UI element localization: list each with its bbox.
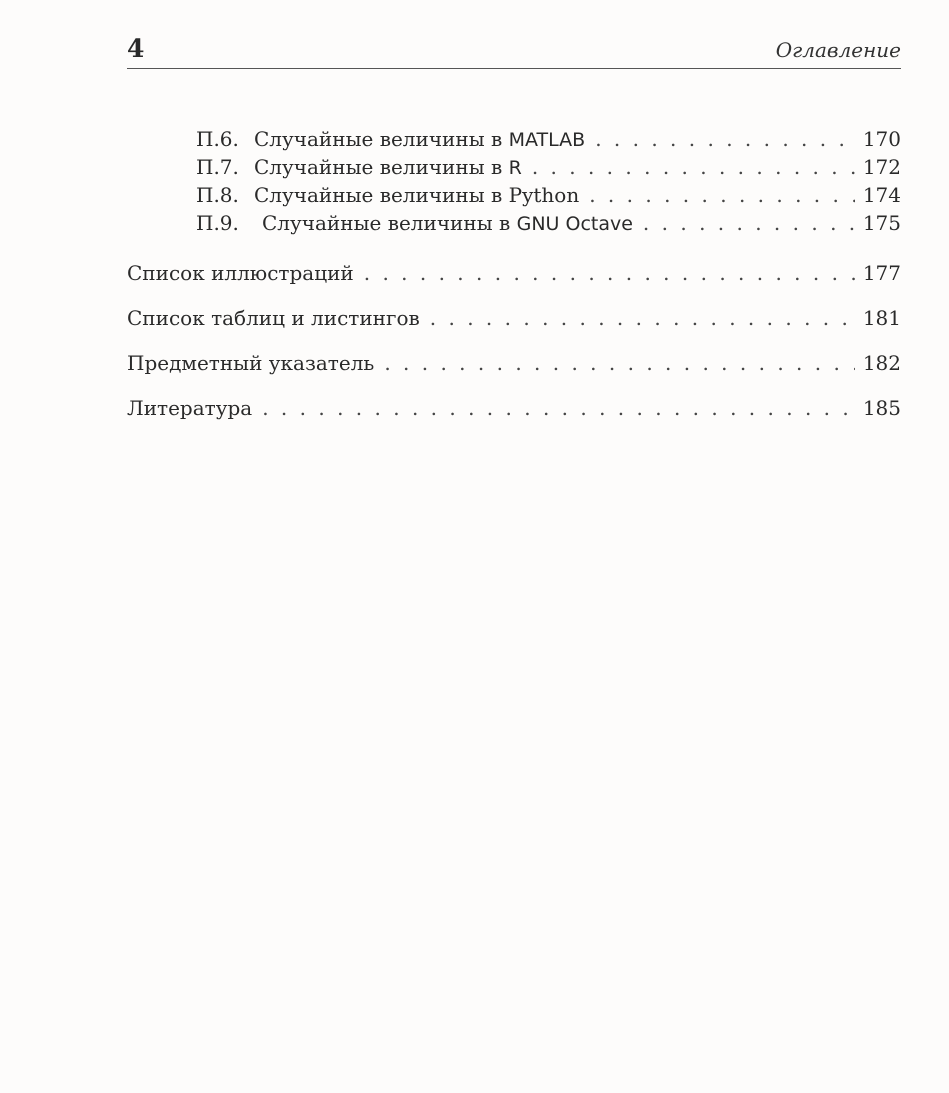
dot-leader [262,386,855,431]
toc-entry-p6[interactable] [127,125,901,153]
dot-leader [532,153,855,181]
toc-entry-p9[interactable] [127,209,901,237]
toc-entry-title: Литература [127,396,253,420]
toc-page-number: 185 [862,396,901,420]
toc-entry-number: П.7. [196,155,239,179]
dot-leader [384,341,855,386]
toc-page-number: 182 [862,351,901,375]
toc-entry-software: MATLAB [508,129,586,151]
page-number: 4 [127,34,145,63]
toc-entry-title: Случайные величины в [254,127,503,151]
toc-entry-bibliography[interactable] [127,386,901,431]
toc-entry-title: Список таблиц и листингов [127,306,420,330]
toc-page-number: 177 [862,261,901,285]
toc-page-number: 172 [862,155,901,179]
page-header [127,30,901,69]
toc-entry-tables[interactable] [127,296,901,341]
toc-page-number: 174 [862,183,901,207]
toc-page-number: 181 [862,306,901,330]
toc-entry-title: Предметный указатель [127,351,375,375]
running-title: Оглавление [775,38,901,62]
dot-leader [430,296,855,341]
toc-entry-software: Python [508,183,580,207]
toc-entry-number: П.9. [196,211,239,235]
toc-entry-illustrations[interactable] [127,251,901,296]
toc-page-number: 170 [862,127,901,151]
toc-entry-software: GNU Octave [516,213,633,235]
toc-entry-title: Случайные величины в [262,211,511,235]
dot-leader [364,251,855,296]
toc-entry-p8[interactable] [127,181,901,209]
toc-entry-number: П.6. [196,127,239,151]
toc-entry-index[interactable] [127,341,901,386]
toc-entry-number: П.8. [196,183,239,207]
toc-page-number: 175 [862,211,901,235]
toc-entry-title: Случайные величины в [254,183,503,207]
toc-entry-software: R [508,157,522,179]
dot-leader [643,209,855,237]
table-of-contents [127,125,901,431]
dot-leader [595,125,855,153]
toc-entry-title: Случайные величины в [254,155,503,179]
dot-leader [589,181,855,209]
toc-entry-title: Список иллюстраций [127,261,354,285]
toc-entry-p7[interactable] [127,153,901,181]
